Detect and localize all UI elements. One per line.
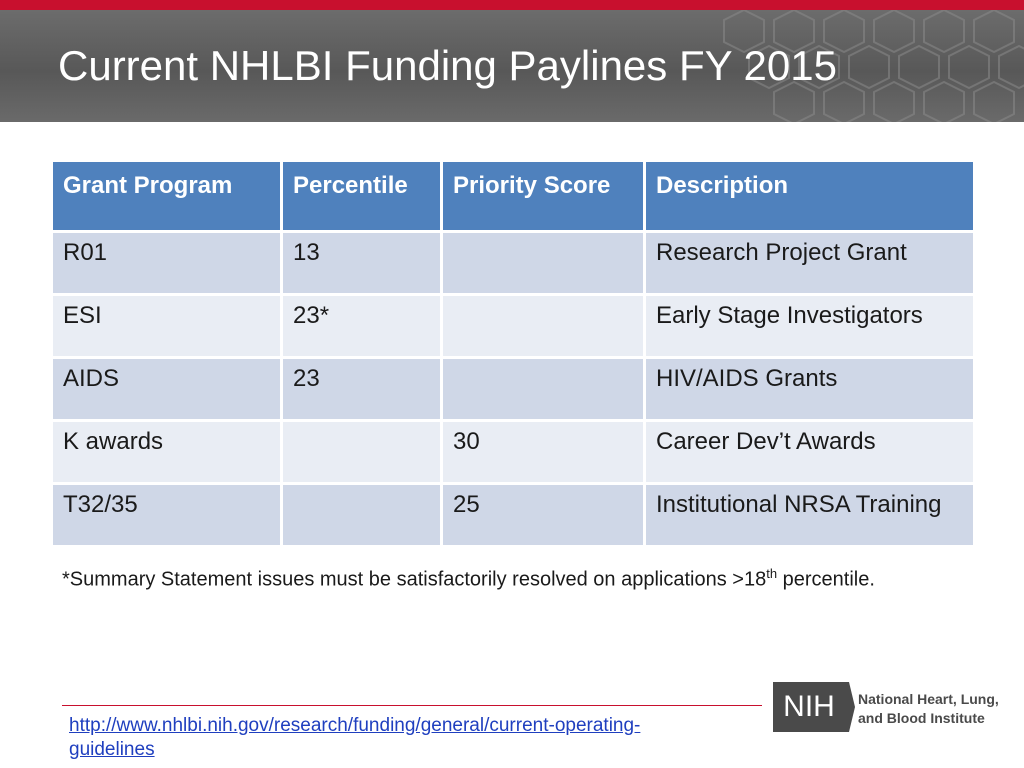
table-cell: Career Dev’t Awards: [645, 421, 975, 484]
table-cell: Research Project Grant: [645, 232, 975, 295]
table-cell: [442, 295, 645, 358]
table-row: [52, 295, 975, 358]
table-cell: AIDS: [52, 358, 282, 421]
institute-name-line1: National Heart, Lung,: [858, 691, 999, 707]
table-row: [52, 232, 975, 295]
table-cell: R01: [52, 232, 282, 295]
column-header: Description: [645, 161, 975, 232]
table-cell: HIV/AIDS Grants: [645, 358, 975, 421]
table-cell: [282, 421, 442, 484]
column-header: Percentile: [282, 161, 442, 232]
guidelines-link[interactable]: http://www.nhlbi.nih.gov/research/funding/general/current-operating-guidelines: [69, 715, 641, 760]
table-row: [52, 358, 975, 421]
table-cell: Early Stage Investigators: [645, 295, 975, 358]
page-title: Current NHLBI Funding Paylines FY 2015: [58, 42, 837, 89]
table-cell: [442, 232, 645, 295]
table-cell: 23*: [282, 295, 442, 358]
table-cell: K awards: [52, 421, 282, 484]
footnote-superscript: th: [766, 566, 778, 581]
table-row: [52, 484, 975, 547]
logo-bracket-icon: [845, 682, 855, 732]
table-cell: [442, 358, 645, 421]
title-banner: [0, 10, 1024, 122]
funding-table: [50, 159, 976, 548]
table-header-row: [52, 161, 975, 232]
column-header: Priority Score: [442, 161, 645, 232]
table-cell: ESI: [52, 295, 282, 358]
top-accent-bar: [0, 0, 1024, 10]
table-cell: 25: [442, 484, 645, 547]
footer-divider: [62, 705, 762, 706]
footnote-text-end: percentile.: [777, 568, 875, 591]
table-row: [52, 421, 975, 484]
table-cell: [282, 484, 442, 547]
institute-name: [858, 690, 999, 728]
table-cell: Institutional NRSA Training: [645, 484, 975, 547]
column-header: Grant Program: [52, 161, 282, 232]
institute-name-line2: and Blood Institute: [858, 710, 985, 726]
table-cell: 30: [442, 421, 645, 484]
table-cell: 13: [282, 232, 442, 295]
nih-logo: NIH: [773, 682, 845, 732]
footnote: [62, 560, 942, 594]
table-cell: 23: [282, 358, 442, 421]
table-cell: T32/35: [52, 484, 282, 547]
footnote-text: *Summary Statement issues must be satisfactorily resolved on applications >18: [62, 568, 767, 591]
